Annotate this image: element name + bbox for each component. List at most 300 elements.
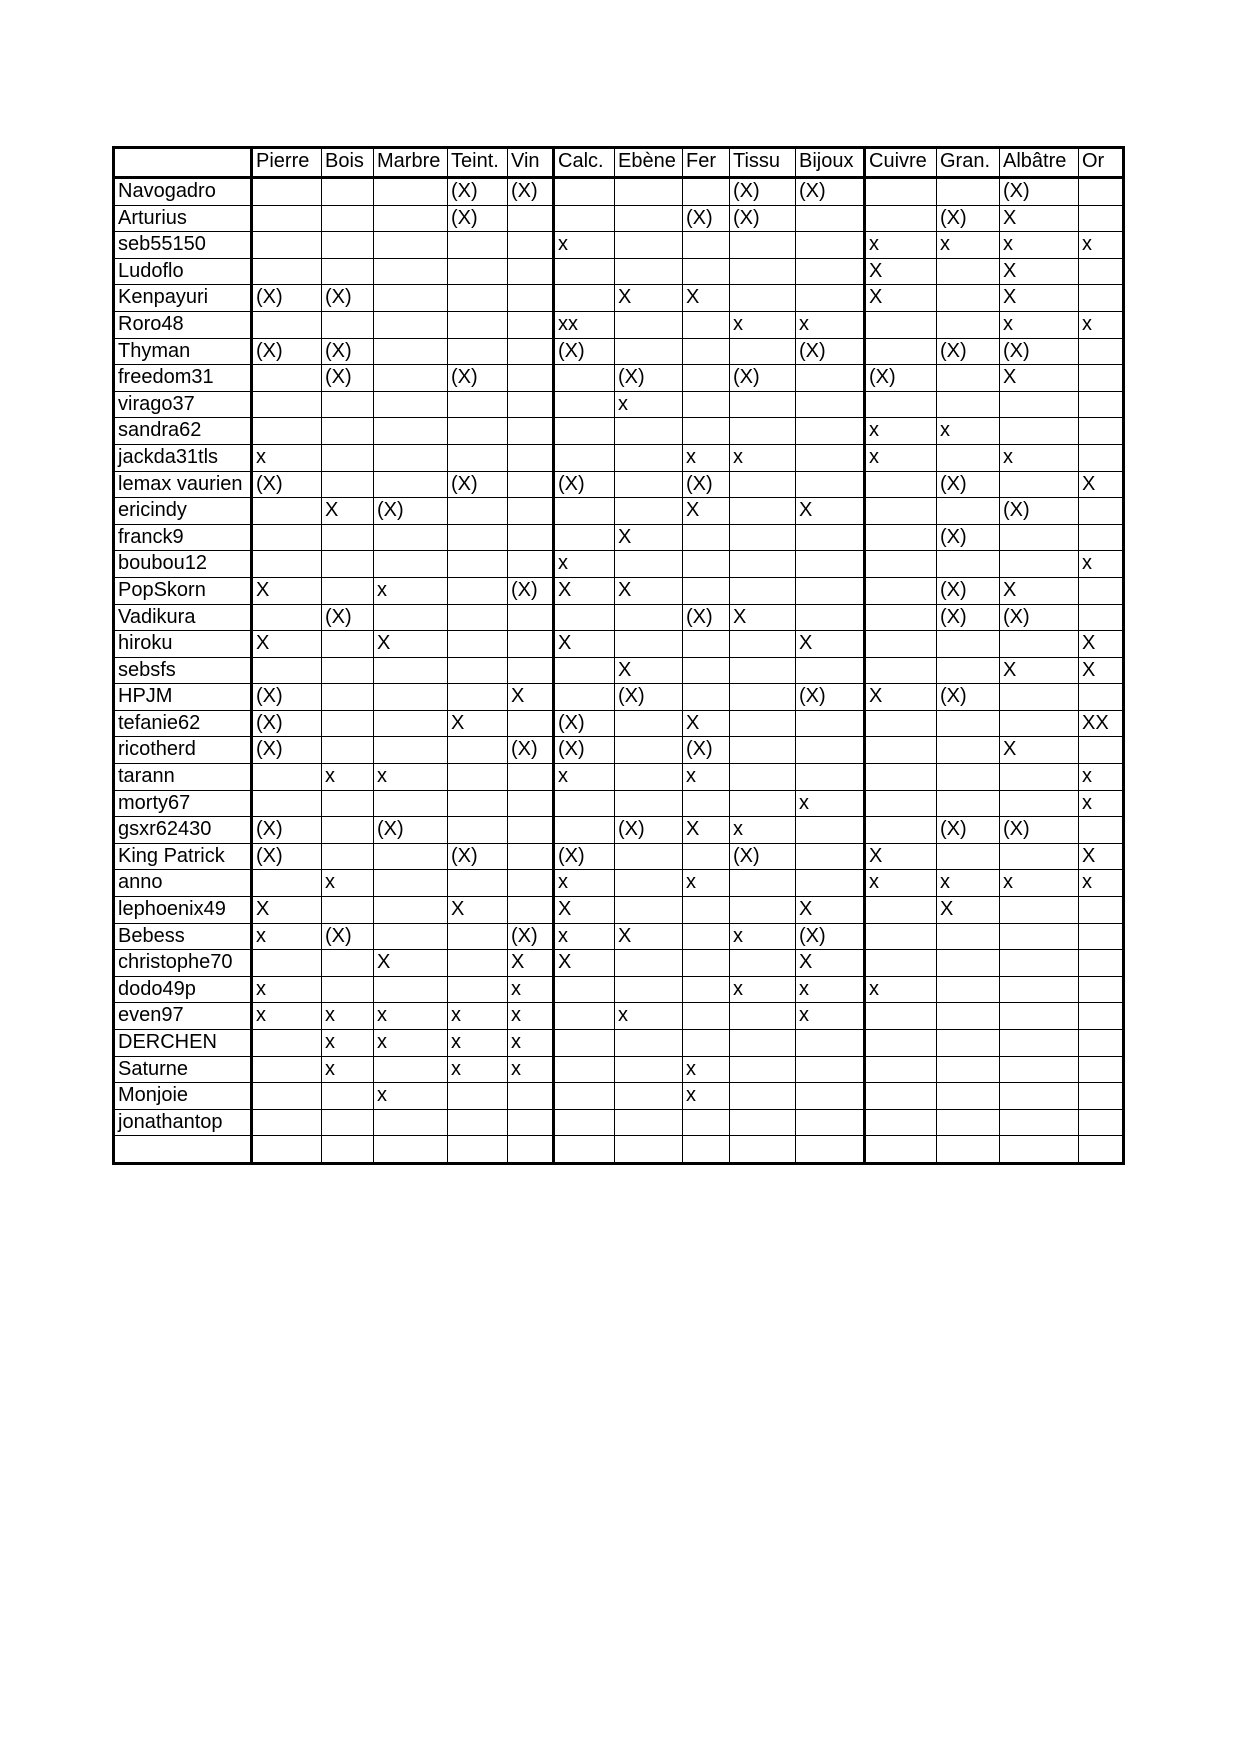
column-header: Bijoux <box>796 148 865 178</box>
member-name: Saturne <box>114 1056 252 1083</box>
resource-cell <box>252 551 322 578</box>
resource-cell <box>865 604 937 631</box>
resource-cell: x <box>374 764 448 791</box>
resource-cell: X <box>1000 258 1079 285</box>
resource-cell <box>374 285 448 312</box>
resource-cell <box>1079 976 1124 1003</box>
resource-cell: (X) <box>1000 604 1079 631</box>
table-row <box>114 471 1124 498</box>
table-row <box>114 737 1124 764</box>
resource-cell: X <box>1079 843 1124 870</box>
resource-cell <box>730 551 796 578</box>
resource-cell <box>1079 684 1124 711</box>
resource-cell <box>554 285 615 312</box>
resource-cell: x <box>322 870 374 897</box>
resource-cell <box>374 551 448 578</box>
resource-cell <box>865 737 937 764</box>
resource-cell <box>937 444 1000 471</box>
resource-cell: x <box>683 764 730 791</box>
resource-cell <box>1000 684 1079 711</box>
resource-cell: X <box>865 258 937 285</box>
resource-cell: x <box>374 1030 448 1057</box>
resource-cell <box>448 764 508 791</box>
resource-cell <box>937 843 1000 870</box>
resource-cell <box>615 737 683 764</box>
member-name: King Patrick <box>114 843 252 870</box>
member-name: Arturius <box>114 205 252 232</box>
resource-cell <box>683 923 730 950</box>
resource-cell <box>1000 391 1079 418</box>
resource-cell <box>554 498 615 525</box>
resource-cell <box>683 338 730 365</box>
resource-cell <box>796 1083 865 1110</box>
resource-cell <box>448 498 508 525</box>
resource-cell <box>796 285 865 312</box>
resource-cell <box>1079 950 1124 977</box>
resource-cell <box>1000 897 1079 924</box>
table-row <box>114 1083 1124 1110</box>
resource-cell: (X) <box>322 923 374 950</box>
resource-cell: (X) <box>322 285 374 312</box>
resource-cell <box>683 1109 730 1136</box>
resource-cell <box>448 684 508 711</box>
resource-cell: x <box>683 870 730 897</box>
resource-cell: X <box>554 897 615 924</box>
resource-cell <box>374 365 448 392</box>
resource-cell: X <box>615 923 683 950</box>
resource-cell: (X) <box>683 604 730 631</box>
column-header: Teint. <box>448 148 508 178</box>
resource-cell <box>730 524 796 551</box>
resource-cell: X <box>374 950 448 977</box>
resource-cell <box>252 232 322 259</box>
resource-cell: X <box>1000 205 1079 232</box>
resource-cell: x <box>1000 870 1079 897</box>
resource-cell <box>796 1056 865 1083</box>
resource-cell <box>374 205 448 232</box>
resource-cell <box>730 418 796 445</box>
resource-cell: X <box>865 843 937 870</box>
resource-cell: (X) <box>796 923 865 950</box>
resource-cell <box>374 391 448 418</box>
resource-cell <box>730 710 796 737</box>
member-name: PopSkorn <box>114 577 252 604</box>
resource-cell <box>508 232 554 259</box>
resource-cell <box>322 790 374 817</box>
resource-cell: x <box>730 817 796 844</box>
member-name: hiroku <box>114 631 252 658</box>
resource-cell <box>374 657 448 684</box>
resource-cell <box>322 1083 374 1110</box>
resource-cell <box>615 205 683 232</box>
resource-cell <box>374 311 448 338</box>
resource-cell <box>730 737 796 764</box>
resource-cell <box>796 524 865 551</box>
resource-cell: x <box>374 1003 448 1030</box>
resource-cell: X <box>554 631 615 658</box>
resource-cell <box>615 1136 683 1164</box>
resource-cell: X <box>1079 657 1124 684</box>
resource-cell <box>374 178 448 206</box>
resource-cell <box>1079 577 1124 604</box>
resource-cell: (X) <box>937 471 1000 498</box>
resource-cell: (X) <box>252 737 322 764</box>
resource-cell: X <box>322 498 374 525</box>
resource-cell: X <box>683 498 730 525</box>
resource-cell: (X) <box>508 577 554 604</box>
member-name: dodo49p <box>114 976 252 1003</box>
resource-cell <box>1000 923 1079 950</box>
resource-cell <box>554 178 615 206</box>
resource-cell <box>796 764 865 791</box>
resource-cell: X <box>937 897 1000 924</box>
resource-cell: x <box>865 444 937 471</box>
resource-cell: (X) <box>615 684 683 711</box>
resource-cell: X <box>448 710 508 737</box>
resource-cell <box>448 1136 508 1164</box>
resource-cell <box>865 1003 937 1030</box>
table-row <box>114 311 1124 338</box>
resource-cell <box>374 232 448 259</box>
resource-cell: x <box>322 764 374 791</box>
member-name: morty67 <box>114 790 252 817</box>
resource-cell <box>1000 524 1079 551</box>
resource-cell: X <box>796 897 865 924</box>
resource-cell: x <box>683 444 730 471</box>
resource-cell <box>865 657 937 684</box>
column-header: Vin <box>508 148 554 178</box>
table-row <box>114 604 1124 631</box>
table-row <box>114 498 1124 525</box>
resource-cell: x <box>615 1003 683 1030</box>
resource-cell <box>252 205 322 232</box>
resource-cell <box>796 870 865 897</box>
resource-cell: (X) <box>252 817 322 844</box>
resource-cell <box>322 657 374 684</box>
resource-cell <box>937 1030 1000 1057</box>
resource-cell <box>554 205 615 232</box>
resource-cell <box>865 1083 937 1110</box>
resource-cell: X <box>1000 657 1079 684</box>
resource-cell <box>615 1083 683 1110</box>
table-row <box>114 178 1124 206</box>
resource-cell: X <box>554 950 615 977</box>
resource-cell: x <box>252 444 322 471</box>
resource-cell <box>1079 444 1124 471</box>
resource-cell <box>374 870 448 897</box>
resource-cell <box>508 418 554 445</box>
resource-cell <box>615 710 683 737</box>
resource-cell: (X) <box>554 471 615 498</box>
resource-cell <box>615 1109 683 1136</box>
resource-cell <box>252 1030 322 1057</box>
resource-cell <box>937 923 1000 950</box>
resource-cell <box>615 843 683 870</box>
resource-cell <box>374 418 448 445</box>
column-header: Bois <box>322 148 374 178</box>
table-row <box>114 923 1124 950</box>
resource-cell <box>730 950 796 977</box>
resource-cell: X <box>374 631 448 658</box>
resource-cell: X <box>1000 285 1079 312</box>
resource-cell: x <box>508 1003 554 1030</box>
resource-cell <box>508 764 554 791</box>
resource-cell <box>508 790 554 817</box>
member-name: lemax vaurien <box>114 471 252 498</box>
resource-cell <box>252 311 322 338</box>
resource-cell <box>615 764 683 791</box>
resource-cell <box>865 1056 937 1083</box>
resource-cell <box>1000 1109 1079 1136</box>
resource-cell: x <box>508 1056 554 1083</box>
table-row <box>114 764 1124 791</box>
resource-cell <box>796 1030 865 1057</box>
member-name: boubou12 <box>114 551 252 578</box>
resource-cell <box>508 338 554 365</box>
resource-cell: x <box>1079 232 1124 259</box>
resource-cell: (X) <box>796 178 865 206</box>
resource-cell <box>554 604 615 631</box>
resource-cell <box>615 418 683 445</box>
resource-cell <box>252 498 322 525</box>
resource-cell: (X) <box>615 817 683 844</box>
resource-cell <box>374 790 448 817</box>
resource-cell <box>683 551 730 578</box>
resource-cell <box>448 577 508 604</box>
resource-cell: x <box>322 1056 374 1083</box>
resource-cell <box>615 604 683 631</box>
member-name: anno <box>114 870 252 897</box>
resource-cell <box>374 604 448 631</box>
member-name: Navogadro <box>114 178 252 206</box>
resource-cell: x <box>252 1003 322 1030</box>
resource-cell <box>730 577 796 604</box>
resource-cell <box>615 232 683 259</box>
resource-cell <box>865 391 937 418</box>
table-row <box>114 1030 1124 1057</box>
resource-cell <box>1079 285 1124 312</box>
resource-cell <box>252 657 322 684</box>
resource-cell <box>865 817 937 844</box>
resource-cell <box>615 471 683 498</box>
resource-cell <box>937 950 1000 977</box>
table-row <box>114 205 1124 232</box>
table-row <box>114 285 1124 312</box>
resource-cell <box>937 551 1000 578</box>
resource-cell <box>796 471 865 498</box>
resource-cell <box>865 551 937 578</box>
resource-cell <box>683 391 730 418</box>
resource-cell: x <box>322 1030 374 1057</box>
resource-cell <box>554 1136 615 1164</box>
resource-cell <box>252 418 322 445</box>
member-name: Thyman <box>114 338 252 365</box>
resource-cell <box>683 258 730 285</box>
resource-cell: X <box>683 285 730 312</box>
resource-cell: (X) <box>252 471 322 498</box>
resource-cell <box>730 1056 796 1083</box>
resource-cell: X <box>683 817 730 844</box>
resource-cell <box>937 391 1000 418</box>
resource-cell <box>865 631 937 658</box>
resource-cell <box>615 1056 683 1083</box>
column-header: Marbre <box>374 148 448 178</box>
member-name: Vadikura <box>114 604 252 631</box>
resource-cell <box>1000 843 1079 870</box>
resource-cell <box>730 498 796 525</box>
resource-cell <box>508 897 554 924</box>
resource-cell <box>683 178 730 206</box>
resource-cell: (X) <box>937 577 1000 604</box>
resource-cell: (X) <box>252 710 322 737</box>
resource-cell <box>937 710 1000 737</box>
resource-cell <box>683 897 730 924</box>
resource-cell <box>1000 1136 1079 1164</box>
resource-cell: (X) <box>508 923 554 950</box>
resource-cell: X <box>252 897 322 924</box>
resource-cell <box>730 391 796 418</box>
resource-cell: (X) <box>937 817 1000 844</box>
resource-cell <box>730 1136 796 1164</box>
table-row <box>114 577 1124 604</box>
member-name: virago37 <box>114 391 252 418</box>
resource-cell <box>322 1109 374 1136</box>
resource-cell: (X) <box>683 737 730 764</box>
resource-cell <box>322 897 374 924</box>
resource-cell <box>554 684 615 711</box>
resource-cell: x <box>796 790 865 817</box>
resource-cell <box>508 710 554 737</box>
member-name: Bebess <box>114 923 252 950</box>
member-name: sebsfs <box>114 657 252 684</box>
resource-cell <box>683 684 730 711</box>
resource-cell: (X) <box>730 365 796 392</box>
resource-cell <box>448 338 508 365</box>
resource-cell <box>448 631 508 658</box>
resource-cell <box>1079 178 1124 206</box>
resource-cell <box>448 976 508 1003</box>
resource-cell <box>374 258 448 285</box>
resource-cell <box>865 710 937 737</box>
resource-cell <box>508 551 554 578</box>
column-header: Albâtre <box>1000 148 1079 178</box>
resource-cell <box>683 976 730 1003</box>
resource-cell <box>865 311 937 338</box>
resource-cell <box>554 391 615 418</box>
resource-cell <box>322 232 374 259</box>
resource-cell <box>1000 1083 1079 1110</box>
member-name: tefanie62 <box>114 710 252 737</box>
resource-cell: X <box>865 684 937 711</box>
resource-cell <box>615 258 683 285</box>
resource-cell <box>554 1003 615 1030</box>
resource-cell <box>615 950 683 977</box>
resource-cell: (X) <box>937 338 1000 365</box>
resource-cell: x <box>252 923 322 950</box>
table-row <box>114 524 1124 551</box>
resource-cell <box>730 1030 796 1057</box>
resource-cell: X <box>554 577 615 604</box>
resource-cell <box>322 178 374 206</box>
resource-cell: (X) <box>554 737 615 764</box>
resource-cell <box>730 790 796 817</box>
resource-cell: (X) <box>937 524 1000 551</box>
resource-cell: X <box>615 524 683 551</box>
resource-cell <box>554 976 615 1003</box>
resource-cell <box>1000 1003 1079 1030</box>
resource-cell <box>937 976 1000 1003</box>
resource-cell: (X) <box>1000 498 1079 525</box>
resource-cell <box>865 764 937 791</box>
resource-cell: x <box>1079 764 1124 791</box>
resource-cell <box>508 1136 554 1164</box>
resource-cell <box>1000 764 1079 791</box>
resource-cell <box>448 870 508 897</box>
resource-cell <box>937 258 1000 285</box>
resource-cell: x <box>448 1056 508 1083</box>
resource-cell: (X) <box>448 178 508 206</box>
resource-cell <box>448 444 508 471</box>
resource-cell <box>252 524 322 551</box>
member-name: freedom31 <box>114 365 252 392</box>
resource-cell <box>730 338 796 365</box>
table-row <box>114 1056 1124 1083</box>
resource-cell: (X) <box>865 365 937 392</box>
resource-cell: x <box>322 1003 374 1030</box>
resource-cell: X <box>1079 471 1124 498</box>
table-row <box>114 444 1124 471</box>
resource-cell <box>252 365 322 392</box>
resource-cell <box>374 843 448 870</box>
resource-cell <box>508 1109 554 1136</box>
resource-cell <box>448 604 508 631</box>
resource-cell: (X) <box>937 205 1000 232</box>
resource-cell: X <box>1000 737 1079 764</box>
resource-cell: (X) <box>252 684 322 711</box>
resource-cell <box>374 1109 448 1136</box>
member-name <box>114 1136 252 1164</box>
table-row <box>114 790 1124 817</box>
resource-cell: (X) <box>730 843 796 870</box>
resource-cell <box>683 1003 730 1030</box>
resource-cell: XX <box>1079 710 1124 737</box>
resource-cell <box>1000 790 1079 817</box>
resource-cell: x <box>554 923 615 950</box>
resource-cell <box>448 950 508 977</box>
member-name: ricotherd <box>114 737 252 764</box>
resource-cell <box>796 418 865 445</box>
corner-cell <box>114 148 252 178</box>
resource-cell <box>374 684 448 711</box>
table-row <box>114 1109 1124 1136</box>
table-row <box>114 684 1124 711</box>
resource-cell: (X) <box>1000 178 1079 206</box>
resource-cell <box>554 1109 615 1136</box>
resource-cell <box>252 950 322 977</box>
resource-cell <box>865 178 937 206</box>
resource-cell <box>730 285 796 312</box>
resource-cell: (X) <box>322 365 374 392</box>
resource-cell: x <box>1079 790 1124 817</box>
resource-cell <box>796 232 865 259</box>
resource-cell: (X) <box>374 817 448 844</box>
resource-cell <box>554 444 615 471</box>
resource-cell: x <box>374 1083 448 1110</box>
resource-cell <box>252 391 322 418</box>
resource-cell: x <box>796 976 865 1003</box>
resource-cell <box>730 631 796 658</box>
resource-cell: x <box>252 976 322 1003</box>
